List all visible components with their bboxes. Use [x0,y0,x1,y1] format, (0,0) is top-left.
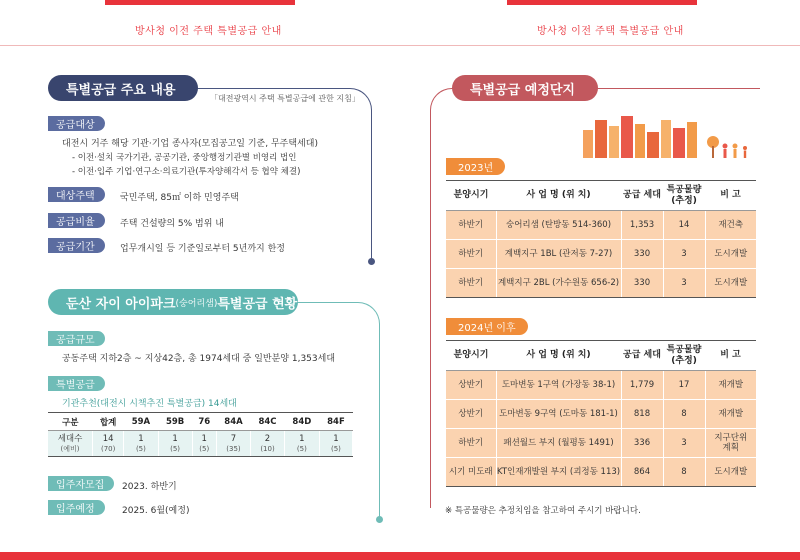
cell-special: 3 [663,240,705,269]
supply-target-line1: 대전시 거주 해당 기관·기업 종사자(모집공고일 기준, 무주택세대) [62,139,318,149]
cell-households: 818 [621,400,663,429]
table-row [446,458,756,487]
cell-84c: 2 (10) [251,431,285,457]
th-note: 비 고 [705,341,756,371]
move-in-tag: 입주예정 [48,500,105,515]
cell-special: 8 [663,400,705,429]
th-period: 분양시기 [446,181,496,211]
th-84a: 84A [216,413,250,431]
cell-households: 330 [621,240,663,269]
cell-period: 하반기 [446,240,496,269]
section1-reference-note: 「대전광역시 주택 특별공급에 관한 지침」 [210,94,360,103]
table-row [446,400,756,429]
supply-ratio-text: 주택 건설량의 5% 범위 내 [120,219,224,229]
th-59a: 59A [124,413,158,431]
scale-tag: 공급규모 [48,331,105,346]
cell-households: 1,353 [621,211,663,240]
cell-households: 330 [621,269,663,298]
cell-period: 하반기 [446,269,496,298]
table-row [48,431,353,457]
cell-period: 상반기 [446,400,496,429]
cell-name: 계백지구 2BL (가수원동 656-2) [496,269,621,298]
cell-name: 도마변동 1구역 (가장동 38-1) [496,371,621,400]
cell-period: 하반기 [446,429,496,458]
supply-period-text: 업무개시일 등 기준일로부터 5년까지 한정 [120,244,285,254]
bottom-accent-bar [0,552,800,560]
th-84c: 84C [251,413,285,431]
table-row [446,269,756,298]
th-note: 비 고 [705,181,756,211]
cell-note: 재개발 [705,400,756,429]
top-accent-bar-left [105,0,295,5]
cell-special: 14 [663,211,705,240]
cell-59b: 1 (5) [158,431,192,457]
estimate-footnote: ※ 특공물량은 추정치임을 참고하여 주시기 바랍니다. [445,506,641,516]
special-supply-tag: 특별공급 [48,376,105,391]
cell-59a: 1 (5) [124,431,158,457]
table-row [446,371,756,400]
th-special: 특공물량 (추정) [663,181,705,211]
supply-breakdown-table [48,412,353,457]
city-skyline-icon [575,112,755,158]
cell-households: 336 [621,429,663,458]
cell-name: 도마변동 9구역 (도마동 181-1) [496,400,621,429]
cell-84f: 1 (5) [319,431,352,457]
year-2024-tag: 2024년 이후 [446,318,528,335]
top-accent-bar-right [507,0,697,5]
table-header-row [446,341,756,371]
recruit-tag: 입주자모집 [48,476,114,491]
cell-note: 도시개발 [705,269,756,298]
supply-target-tag: 공급대상 [48,116,105,131]
left-page-header: 방사청 이전 주택 특별공급 안내 [135,26,282,37]
th-period: 분양시기 [446,341,496,371]
cell-84d: 1 (5) [284,431,319,457]
table-row [446,240,756,269]
cell-name: 패션월드 부지 (월평동 1491) [496,429,621,458]
cell-period: 상반기 [446,371,496,400]
table-row [446,211,756,240]
cell-note: 도시개발 [705,458,756,487]
cell-special: 3 [663,269,705,298]
table-header-row [48,413,353,431]
th-total: 합계 [93,413,124,431]
th-76: 76 [192,413,216,431]
cell-name: 숭어리샘 (탄방동 514-360) [496,211,621,240]
th-project-name: 사 업 명 (위 치) [496,341,621,371]
cell-total: 14 (70) [93,431,124,457]
cell-note: 도시개발 [705,240,756,269]
projects-2024-table [446,340,756,487]
cell-special: 8 [663,458,705,487]
cell-special: 3 [663,429,705,458]
th-project-name: 사 업 명 (위 치) [496,181,621,211]
section1-frame-dot [368,258,375,265]
th-category: 구분 [48,413,93,431]
supply-ratio-tag: 공급비율 [48,213,105,228]
target-housing-text: 국민주택, 85㎡ 이하 민영주택 [120,193,239,203]
cell-households: 864 [621,458,663,487]
cell-households: 1,779 [621,371,663,400]
cell-period: 시기 미도래 [446,458,496,487]
cell-note: 재건축 [705,211,756,240]
table-row [446,429,756,458]
th-households: 공급 세대 [621,181,663,211]
cell-special: 17 [663,371,705,400]
target-housing-tag: 대상주택 [48,187,105,202]
year-2023-tag: 2023년 [446,158,505,175]
supply-target-line2: - 이전·설치 국가기관, 공공기관, 중앙행정기관별 비영리 법인 [72,153,297,163]
supply-target-line3: - 이전·입주 기업·연구소·의료기관(투자양해각서 등 협약 체결) [72,167,301,177]
cell-84a: 7 (35) [216,431,250,457]
cell-note: 지구단위 계획 [705,429,756,458]
header-divider-left [0,45,400,46]
section2-title-sub: (숭어리샘) [175,298,218,309]
move-in-text: 2025. 6월(예정) [122,506,190,516]
section1-title: 특별공급 주요 내용 [48,75,198,101]
th-84f: 84F [319,413,352,431]
supply-period-tag: 공급기간 [48,238,105,253]
cell-name: 계백지구 1BL (관저동 7-27) [496,240,621,269]
scale-text: 공동주택 지하2층 ~ 지상42층, 총 1974세대 중 일반분양 1,353세대 [62,354,336,364]
th-84d: 84D [284,413,319,431]
recruit-text: 2023. 하반기 [122,482,177,492]
th-special: 특공물량 (추정) [663,341,705,371]
header-divider-right [400,45,800,46]
right-page-header: 방사청 이전 주택 특별공급 안내 [537,26,684,37]
cell-76: 1 (5) [192,431,216,457]
section3-title: 특별공급 예정단지 [452,75,598,101]
cell-name: KT인재개발원 부지 (괴정동 113) [496,458,621,487]
section2-title [48,289,298,315]
section2-title-main: 둔산 자이 아이파크 [66,296,176,312]
th-households: 공급 세대 [621,341,663,371]
cell-period: 하반기 [446,211,496,240]
th-59b: 59B [158,413,192,431]
special-supply-text: 기관추천(대전시 시책추진 특별공급) 14세대 [62,399,237,409]
cell-note: 재개발 [705,371,756,400]
section2-frame-dot [376,516,383,523]
projects-2023-table [446,180,756,298]
row-label: 세대수 (예비) [48,431,93,457]
table-header-row [446,181,756,211]
section2-title-end: 특별공급 현황 [217,296,298,312]
